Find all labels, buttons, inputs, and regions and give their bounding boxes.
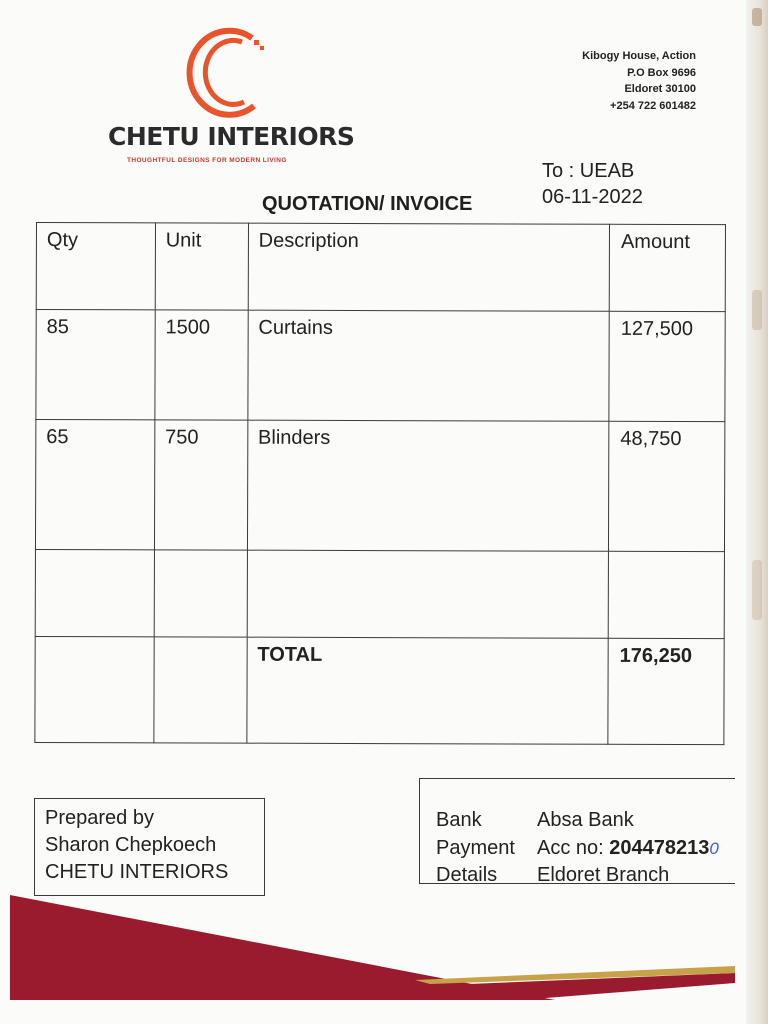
cell-empty: [35, 636, 154, 742]
cell-unit: 1500: [155, 310, 248, 420]
prepared-by-label: Prepared by: [45, 807, 154, 829]
account-prefix: Acc no:: [537, 836, 610, 859]
edge-mark: [752, 8, 762, 26]
company-logo-icon: [180, 22, 272, 122]
cell-empty: [154, 637, 247, 743]
total-label: TOTAL: [247, 637, 609, 744]
address-line: Eldoret 30100: [624, 83, 696, 95]
cell-description: [247, 550, 609, 638]
cell-amount: 127,500: [609, 311, 725, 421]
address-line: +254 722 601482: [610, 99, 696, 112]
preparer-name: Sharon Chepkoech: [45, 834, 217, 856]
preparer-company: CHETU INTERIORS: [45, 861, 229, 883]
account-number: 204478213: [609, 836, 710, 859]
cell-qty: [35, 549, 154, 636]
account-handwritten-digit: 0: [709, 838, 719, 858]
header-description: Description: [248, 223, 610, 311]
cell-unit: 750: [154, 420, 247, 550]
table-row: [35, 549, 724, 638]
table-header-row: [36, 223, 725, 312]
header-amount: Amount: [609, 224, 725, 311]
bank-name: Absa Bank: [537, 809, 634, 831]
edge-mark: [752, 290, 762, 330]
cell-amount: 48,750: [609, 421, 725, 551]
company-tagline: THOUGHTFUL DESIGNS FOR MODERN LIVING: [127, 157, 287, 164]
payment-label: Payment: [436, 836, 515, 859]
page-edge: [746, 0, 768, 1024]
details-label: Details: [436, 864, 498, 886]
cell-qty: 65: [35, 420, 154, 550]
recipient-to: To : UEAB: [542, 160, 635, 182]
cell-description: Blinders: [247, 420, 609, 551]
document-title: QUOTATION/ INVOICE: [262, 193, 473, 215]
footer-decoration: [0, 880, 768, 1024]
table-row: [35, 420, 724, 552]
total-row: [35, 636, 724, 744]
cell-description: Curtains: [248, 310, 610, 421]
document-date: 06-11-2022: [542, 186, 643, 208]
bank-details-grid: [436, 807, 719, 890]
address-line: Kibogy House, Action: [582, 50, 696, 62]
company-name: CHETU INTERIORS: [108, 122, 355, 151]
bank-details-box: [419, 778, 735, 884]
recipient-block: [542, 158, 643, 210]
header-unit: Unit: [155, 223, 248, 310]
bank-branch: Eldoret Branch: [537, 864, 670, 886]
company-address: [582, 48, 696, 114]
cell-amount: [608, 551, 724, 638]
total-amount: 176,250: [608, 638, 724, 744]
header-qty: Qty: [36, 223, 155, 310]
account-number-line: [537, 835, 719, 863]
address-line: P.O Box 9696: [627, 66, 696, 79]
table-row: [36, 310, 725, 422]
cell-unit: [154, 550, 247, 637]
invoice-table: [34, 222, 726, 745]
edge-mark: [752, 560, 762, 620]
bank-label: Bank: [436, 809, 482, 831]
cell-qty: 85: [36, 310, 155, 420]
